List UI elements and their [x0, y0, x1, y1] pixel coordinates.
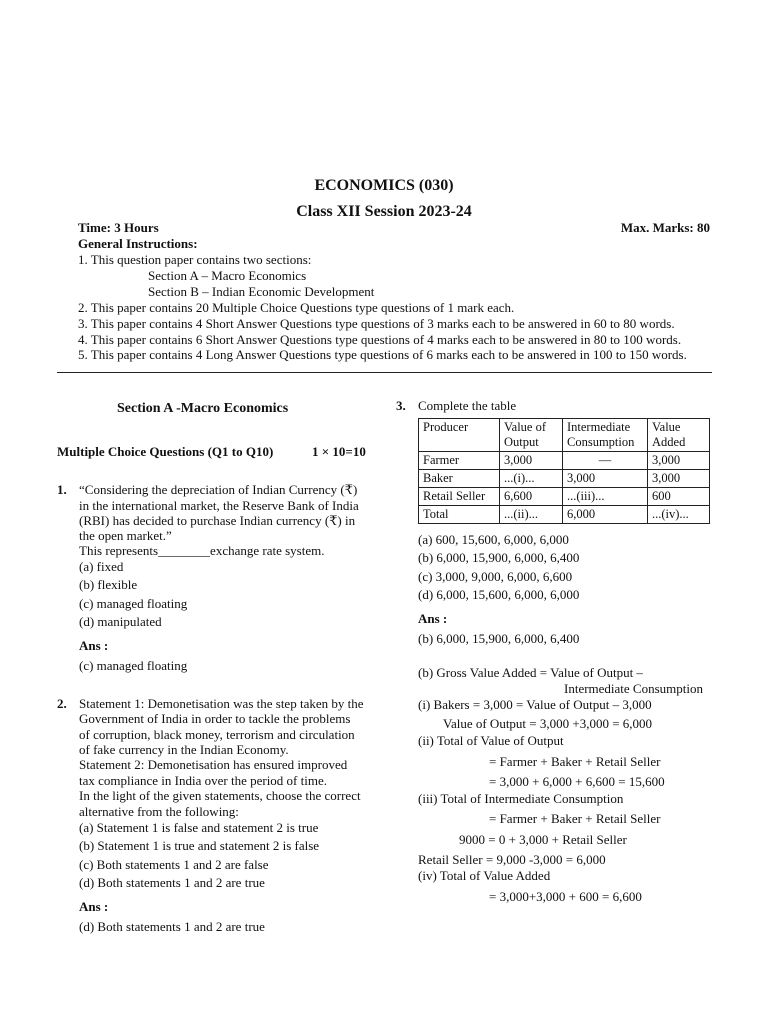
q3-explanation-line: (i) Bakers = 3,000 = Value of Output – 3,000: [418, 697, 652, 712]
q2-answer: (d) Both statements 1 and 2 are true: [79, 919, 265, 934]
instructions-heading: General Instructions:: [78, 236, 198, 251]
q3-option: (c) 3,000, 9,000, 6,000, 6,600: [418, 569, 573, 584]
max-marks-label: Max. Marks: 80: [620, 220, 710, 235]
table-cell: 6,600: [500, 488, 563, 506]
q3-option: (a) 600, 15,600, 6,000, 6,000: [418, 532, 569, 547]
instruction-line: 1. This question paper contains two sections:: [78, 252, 312, 267]
paper-subtitle: Class XII Session 2023-24: [296, 203, 472, 220]
table-cell: 3,000: [500, 452, 563, 470]
question-number: 2.: [57, 696, 67, 711]
table-row: [419, 470, 710, 488]
table-cell: Total: [419, 506, 500, 524]
q1-text-line: in the international market, the Reserve Bank of India: [79, 498, 359, 513]
q2-text-line: of fake currency in the Indian Economy.: [79, 742, 289, 757]
q2-option: (b) Statement 1 is true and statement 2 is false: [79, 838, 320, 853]
q3-explanation-line: Intermediate Consumption: [564, 681, 704, 696]
question-number: 1.: [57, 482, 67, 497]
q3-explanation-line: = Farmer + Baker + Retail Seller: [489, 811, 661, 826]
q2-text-line: alternative from the following:: [79, 804, 239, 819]
answer-label: Ans :: [418, 611, 448, 626]
table-header-cell: Producer: [419, 419, 500, 452]
paper-title: ECONOMICS (030): [314, 177, 454, 194]
instruction-line: 3. This paper contains 4 Short Answer Questions type questions of 3 marks each to be answered in 60 to 80 words.: [78, 316, 675, 331]
q2-text-line: of corruption, black money, terrorism and circulation: [79, 727, 355, 742]
table-cell: ...(iii)...: [563, 488, 648, 506]
q1-text-line: This represents________exchange rate system.: [79, 543, 325, 558]
q3-prompt: Complete the table: [418, 398, 517, 413]
q1-answer: (c) managed floating: [79, 658, 188, 673]
q3-explanation-line: (b) Gross Value Added = Value of Output –: [418, 665, 643, 680]
table-header-row: [419, 419, 710, 452]
answer-label: Ans :: [79, 899, 109, 914]
q1-option: (c) managed floating: [79, 596, 188, 611]
q3-explanation-line: (iii) Total of Intermediate Consumption: [418, 791, 624, 806]
q3-explanation-line: 9000 = 0 + 3,000 + Retail Seller: [459, 832, 627, 847]
table-row: [419, 506, 710, 524]
table-cell: ...(ii)...: [500, 506, 563, 524]
table-cell: Retail Seller: [419, 488, 500, 506]
q3-explanation-line: = Farmer + Baker + Retail Seller: [489, 754, 661, 769]
mcq-heading: Multiple Choice Questions (Q1 to Q10): [57, 444, 274, 459]
q3-option: (b) 6,000, 15,900, 6,000, 6,400: [418, 550, 580, 565]
table-cell: 3,000: [563, 470, 648, 488]
instruction-line: Section A – Macro Economics: [148, 268, 307, 283]
q1-text-line: (RBI) has decided to purchase Indian currency (₹) in: [79, 513, 356, 528]
q1-option: (a) fixed: [79, 559, 124, 574]
q2-text-line: Statement 2: Demonetisation has ensured improved: [79, 757, 348, 772]
table-cell: Farmer: [419, 452, 500, 470]
q2-text-line: Government of India in order to tackle the problems: [79, 711, 351, 726]
section-a-title: Section A -Macro Economics: [117, 401, 289, 416]
q2-text-line: tax compliance in India over the period of time.: [79, 773, 327, 788]
question-number: 3.: [396, 398, 406, 413]
value-added-table: [418, 418, 710, 524]
q3-explanation-line: = 3,000 + 6,000 + 6,600 = 15,600: [489, 774, 665, 789]
q3-explanation-line: (iv) Total of Value Added: [418, 868, 551, 883]
q2-option: (c) Both statements 1 and 2 are false: [79, 857, 269, 872]
q1-text-line: “Considering the depreciation of Indian Currency (₹): [79, 482, 358, 497]
instruction-line: 2. This paper contains 20 Multiple Choice Questions type questions of 1 mark each.: [78, 300, 515, 315]
table-header-cell: Intermediate Consumption: [563, 419, 648, 452]
q3-explanation-line: (ii) Total of Value of Output: [418, 733, 564, 748]
table-row: [419, 452, 710, 470]
instruction-line: 4. This paper contains 6 Short Answer Questions type questions of 4 marks each to be answered in 80 to 100 words.: [78, 332, 682, 347]
q2-option: (a) Statement 1 is false and statement 2 is true: [79, 820, 319, 835]
table-cell: Baker: [419, 470, 500, 488]
table-cell: 3,000: [648, 470, 710, 488]
q3-answer: (b) 6,000, 15,900, 6,000, 6,400: [418, 631, 580, 646]
table-cell: ...(i)...: [500, 470, 563, 488]
table-cell: ...(iv)...: [648, 506, 710, 524]
section-divider: [57, 372, 712, 373]
q1-option: (d) manipulated: [79, 614, 162, 629]
q1-option: (b) flexible: [79, 577, 138, 592]
q3-option: (d) 6,000, 15,600, 6,000, 6,000: [418, 587, 580, 602]
table-cell: 3,000: [648, 452, 710, 470]
mcq-marks: 1 × 10=10: [312, 444, 366, 459]
table-cell: 6,000: [563, 506, 648, 524]
instruction-line: 5. This paper contains 4 Long Answer Questions type questions of 6 marks each to be answered in 100 to 150 words.: [78, 347, 687, 362]
time-label: Time: 3 Hours: [78, 220, 159, 235]
q3-explanation-line: Value of Output = 3,000 +3,000 = 6,000: [443, 716, 653, 731]
q2-option: (d) Both statements 1 and 2 are true: [79, 875, 265, 890]
instruction-line: Section B – Indian Economic Development: [148, 284, 375, 299]
q3-explanation-line: Retail Seller = 9,000 -3,000 = 6,000: [418, 852, 606, 867]
table-cell: 600: [648, 488, 710, 506]
table-row: [419, 488, 710, 506]
table-header-cell: Value Added: [648, 419, 710, 452]
table-cell: —: [563, 452, 648, 470]
q2-text-line: Statement 1: Demonetisation was the step taken by the: [79, 696, 364, 711]
table-header-cell: Value of Output: [500, 419, 563, 452]
answer-label: Ans :: [79, 638, 109, 653]
q3-explanation-line: = 3,000+3,000 + 600 = 6,600: [489, 889, 642, 904]
q1-text-line: the open market.”: [79, 528, 172, 543]
q2-text-line: In the light of the given statements, choose the correct: [79, 788, 361, 803]
